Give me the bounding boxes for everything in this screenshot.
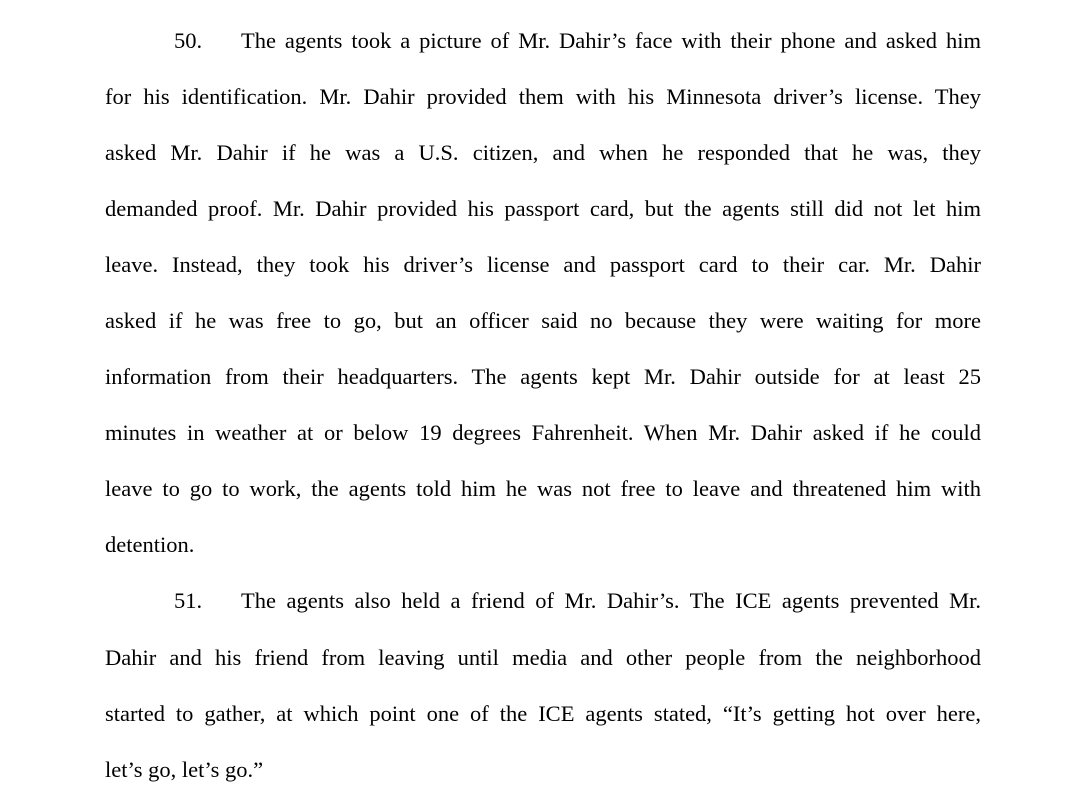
paragraph-line: information from their headquarters. The agents kept Mr. Dahir outside for at least 25 <box>105 364 981 389</box>
paragraph-line: demanded proof. Mr. Dahir provided his passport card, but the agents still did not let him <box>105 196 981 221</box>
paragraph-line: detention. <box>105 532 195 557</box>
paragraph-line: leave. Instead, they took his driver’s license and passport card to their car. Mr. Dahir <box>105 252 981 277</box>
paragraph-line: Dahir and his friend from leaving until media and other people from the neighborhood <box>105 645 981 670</box>
paragraph-number: 51. <box>174 588 203 613</box>
paragraph-number: 50. <box>174 28 203 53</box>
paragraph-line: minutes in weather at or below 19 degrees Fahrenheit. When Mr. Dahir asked if he could <box>105 420 981 445</box>
paragraph-line: for his identification. Mr. Dahir provided them with his Minnesota driver’s license. They <box>105 84 981 109</box>
paragraph-line: asked if he was free to go, but an officer said no because they were waiting for more <box>105 308 981 333</box>
paragraph-line: The agents took a picture of Mr. Dahir’s face with their phone and asked him <box>241 28 981 53</box>
paragraph-line: asked Mr. Dahir if he was a U.S. citizen, and when he responded that he was, they <box>105 140 981 165</box>
paragraph-line: started to gather, at which point one of the ICE agents stated, “It’s getting hot over here, <box>105 701 981 726</box>
paragraph-line: The agents also held a friend of Mr. Dahir’s. The ICE agents prevented Mr. <box>241 588 981 613</box>
paragraph-line: let’s go, let’s go.” <box>105 757 264 782</box>
paragraph-line: leave to go to work, the agents told him he was not free to leave and threatened him with <box>105 476 981 501</box>
